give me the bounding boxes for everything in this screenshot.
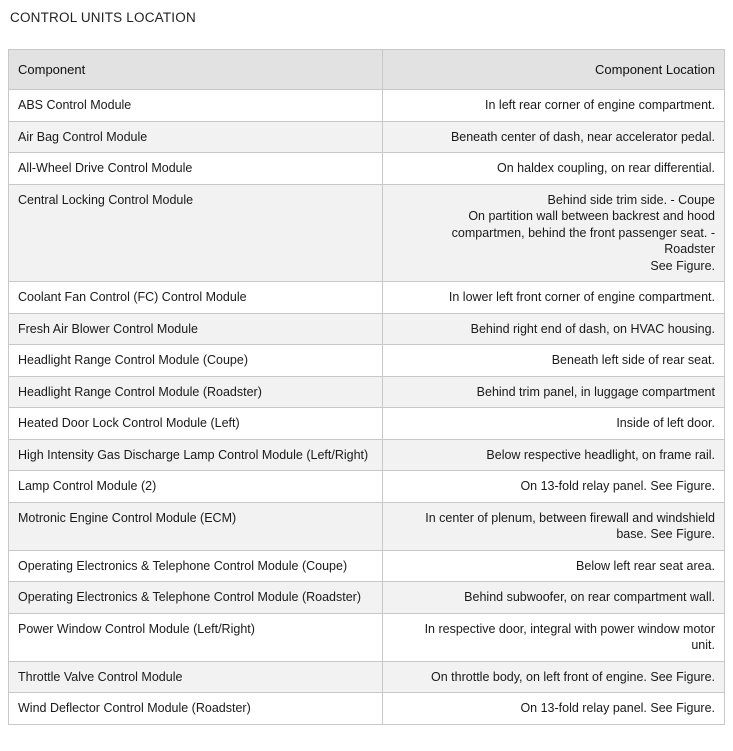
table-row (9, 613, 725, 661)
location-line: On partition wall between backrest and hood (468, 209, 715, 224)
table-row (9, 408, 725, 440)
column-header-component: Component (9, 50, 383, 90)
location-line: Below left rear seat area. (576, 558, 715, 573)
location-line: base. See Figure. (616, 527, 715, 542)
table-row (9, 661, 725, 693)
cell-location (383, 184, 725, 282)
control-units-table-wrapper (0, 49, 733, 725)
page-title: CONTROL UNITS LOCATION (10, 10, 196, 25)
table-row (9, 345, 725, 377)
cell-component: Power Window Control Module (Left/Right) (9, 613, 383, 661)
cell-location (383, 376, 725, 408)
table-row (9, 550, 725, 582)
location-line: Beneath left side of rear seat. (551, 353, 715, 368)
location-line: unit. (691, 638, 715, 653)
cell-component: All-Wheel Drive Control Module (9, 153, 383, 185)
location-line: See Figure. (650, 258, 715, 273)
location-line: Behind trim panel, in luggage compartment (476, 384, 715, 399)
cell-location (383, 471, 725, 503)
cell-component: Operating Electronics & Telephone Control Module (Roadster) (9, 582, 383, 614)
cell-location (383, 693, 725, 725)
table-row (9, 184, 725, 282)
table-row (9, 90, 725, 122)
location-line: Behind subwoofer, on rear compartment wall. (464, 590, 715, 605)
table-header-row (9, 50, 725, 90)
cell-component: Lamp Control Module (2) (9, 471, 383, 503)
table-header (9, 50, 725, 90)
location-line: Below respective headlight, on frame rail. (486, 447, 715, 462)
location-line: On haldex coupling, on rear differential. (497, 161, 715, 176)
location-line: Roadster (664, 242, 715, 257)
cell-component: Air Bag Control Module (9, 121, 383, 153)
cell-location (383, 345, 725, 377)
table-row (9, 153, 725, 185)
location-line: On 13-fold relay panel. See Figure. (520, 479, 715, 494)
cell-location (383, 582, 725, 614)
cell-component: Operating Electronics & Telephone Control Module (Coupe) (9, 550, 383, 582)
cell-component: Wind Deflector Control Module (Roadster) (9, 693, 383, 725)
cell-component: Headlight Range Control Module (Roadster) (9, 376, 383, 408)
column-header-location: Component Location (383, 50, 725, 90)
location-line: On 13-fold relay panel. See Figure. (520, 701, 715, 716)
cell-location (383, 282, 725, 314)
cell-component: Central Locking Control Module (9, 184, 383, 282)
table-row (9, 502, 725, 550)
table-row (9, 582, 725, 614)
table-body (9, 90, 725, 725)
cell-location (383, 121, 725, 153)
cell-location (383, 550, 725, 582)
location-line: Behind right end of dash, on HVAC housing. (470, 321, 715, 336)
cell-location (383, 502, 725, 550)
table-row (9, 282, 725, 314)
location-line: Behind side trim side. - Coupe (547, 192, 715, 207)
cell-component: Coolant Fan Control (FC) Control Module (9, 282, 383, 314)
table-row (9, 439, 725, 471)
cell-component: High Intensity Gas Discharge Lamp Control Module (Left/Right) (9, 439, 383, 471)
cell-location (383, 661, 725, 693)
cell-component: Heated Door Lock Control Module (Left) (9, 408, 383, 440)
table-row (9, 376, 725, 408)
table-row (9, 471, 725, 503)
location-line: Beneath center of dash, near accelerator pedal. (450, 129, 715, 144)
cell-location (383, 313, 725, 345)
control-units-table (8, 49, 725, 725)
cell-component: Throttle Valve Control Module (9, 661, 383, 693)
cell-component: ABS Control Module (9, 90, 383, 122)
cell-location (383, 613, 725, 661)
cell-location (383, 153, 725, 185)
table-row (9, 121, 725, 153)
location-line: compartmen, behind the front passenger seat. - (451, 225, 715, 240)
cell-component: Fresh Air Blower Control Module (9, 313, 383, 345)
cell-location (383, 90, 725, 122)
table-row (9, 313, 725, 345)
location-line: On throttle body, on left front of engine. See Figure. (431, 669, 715, 684)
table-row (9, 693, 725, 725)
cell-component: Headlight Range Control Module (Coupe) (9, 345, 383, 377)
location-line: In respective door, integral with power window motor (424, 621, 715, 636)
location-line: In left rear corner of engine compartment. (485, 98, 715, 113)
cell-location (383, 439, 725, 471)
location-line: Inside of left door. (616, 416, 715, 431)
cell-location (383, 408, 725, 440)
location-line: In center of plenum, between firewall and windshield (425, 510, 715, 525)
location-line: In lower left front corner of engine compartment. (448, 290, 715, 305)
cell-component: Motronic Engine Control Module (ECM) (9, 502, 383, 550)
